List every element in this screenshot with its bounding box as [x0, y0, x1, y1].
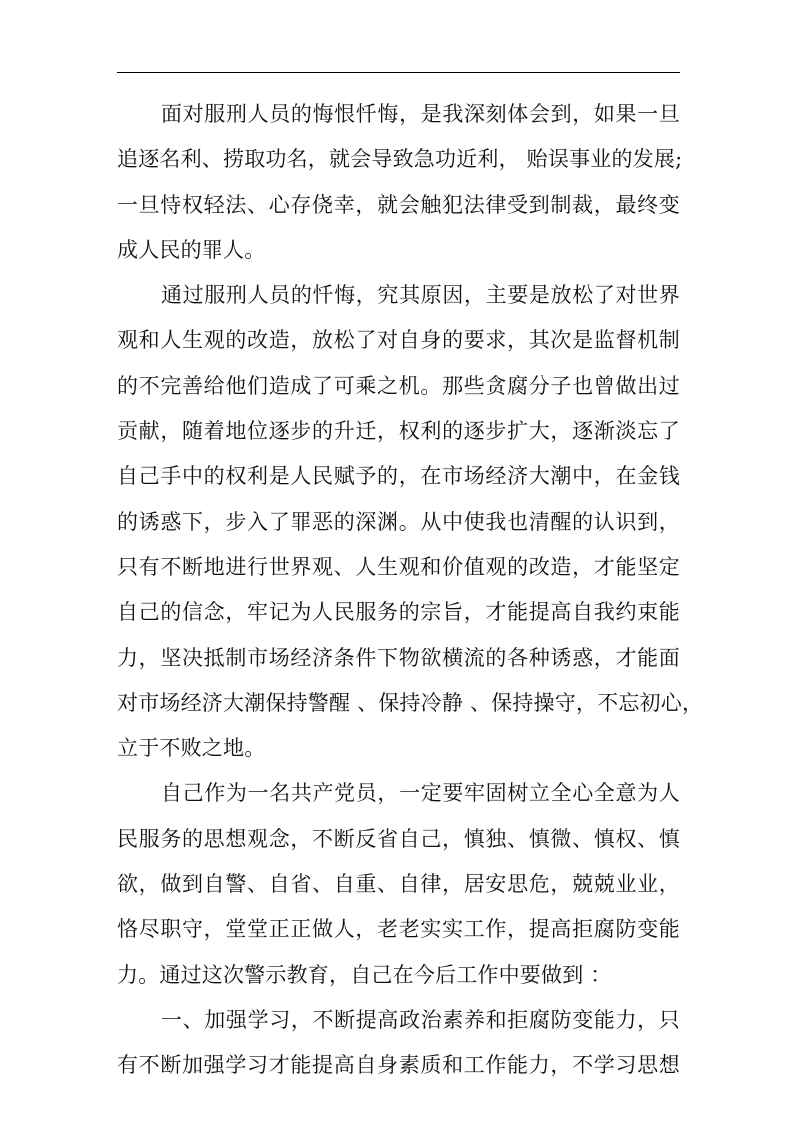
paragraph [117, 92, 683, 273]
text-line: 力，坚决抵制市场经济条件下物欲横流的各种诱惑，才能面 [117, 645, 680, 670]
paragraph [117, 273, 704, 771]
text-line: 的诱惑下，步入了罪恶的深渊。从中使我也清醒的认识到， [117, 509, 680, 534]
text-line: 有不断加强学习才能提高自身素质和工作能力，不学习思想 [117, 1053, 680, 1078]
text-line: 成人民的罪人。 [117, 237, 266, 262]
text-line: 民服务的思想观念，不断反省自己，慎独、慎微、慎权、慎 [117, 826, 680, 851]
document-body [117, 92, 704, 1089]
text-line: 通过服刑人员的忏悔，究其原因，主要是放松了对世界 [161, 283, 680, 308]
text-line: 自己作为一名共产党员，一定要牢固树立全心全意为人 [161, 781, 680, 806]
text-line: 立于不败之地。 [117, 736, 266, 761]
text-line: 一、加强学习，不断提高政治素养和拒腐防变能力，只 [161, 1007, 680, 1032]
paragraph [117, 998, 680, 1089]
text-line: 自己手中的权利是人民赋予的，在市场经济大潮中，在金钱 [117, 464, 680, 489]
text-line: 一旦恃权轻法、心存侥幸，就会触犯法律受到制裁，最终变 [117, 192, 680, 217]
paragraph [117, 771, 680, 997]
text-line: 自己的信念，牢记为人民服务的宗旨，才能提高自我约束能 [117, 600, 680, 625]
text-line: 欲，做到自警、自省、自重、自律，居安思危，兢兢业业， [117, 872, 680, 897]
text-line: 的不完善给他们造成了可乘之机。那些贪腐分子也曾做出过 [117, 373, 680, 398]
text-line: 贡献，随着地位逐步的升迁，权利的逐步扩大，逐渐淡忘了 [117, 419, 680, 444]
text-line: 只有不断地进行世界观、人生观和价值观的改造，才能坚定 [117, 554, 680, 579]
text-line: 面对服刑人员的悔恨忏悔，是我深刻体会到，如果一旦 [161, 102, 680, 126]
text-line: 恪尽职守，堂堂正正做人，老老实实工作，提高拒腐防变能 [117, 917, 680, 942]
header-rule [117, 72, 680, 73]
text-line: 对市场经济大潮保持警醒 、保持冷静 、保持操守，不忘初心， [117, 690, 704, 715]
text-line: 观和人生观的改造，放松了对自身的要求，其次是监督机制 [117, 328, 680, 353]
text-line: 力。通过这次警示教育，自己在今后工作中要做到 ： [117, 962, 612, 987]
text-line: 追逐名利、捞取功名，就会导致急功近利， 贻误事业的发展; [117, 147, 683, 172]
